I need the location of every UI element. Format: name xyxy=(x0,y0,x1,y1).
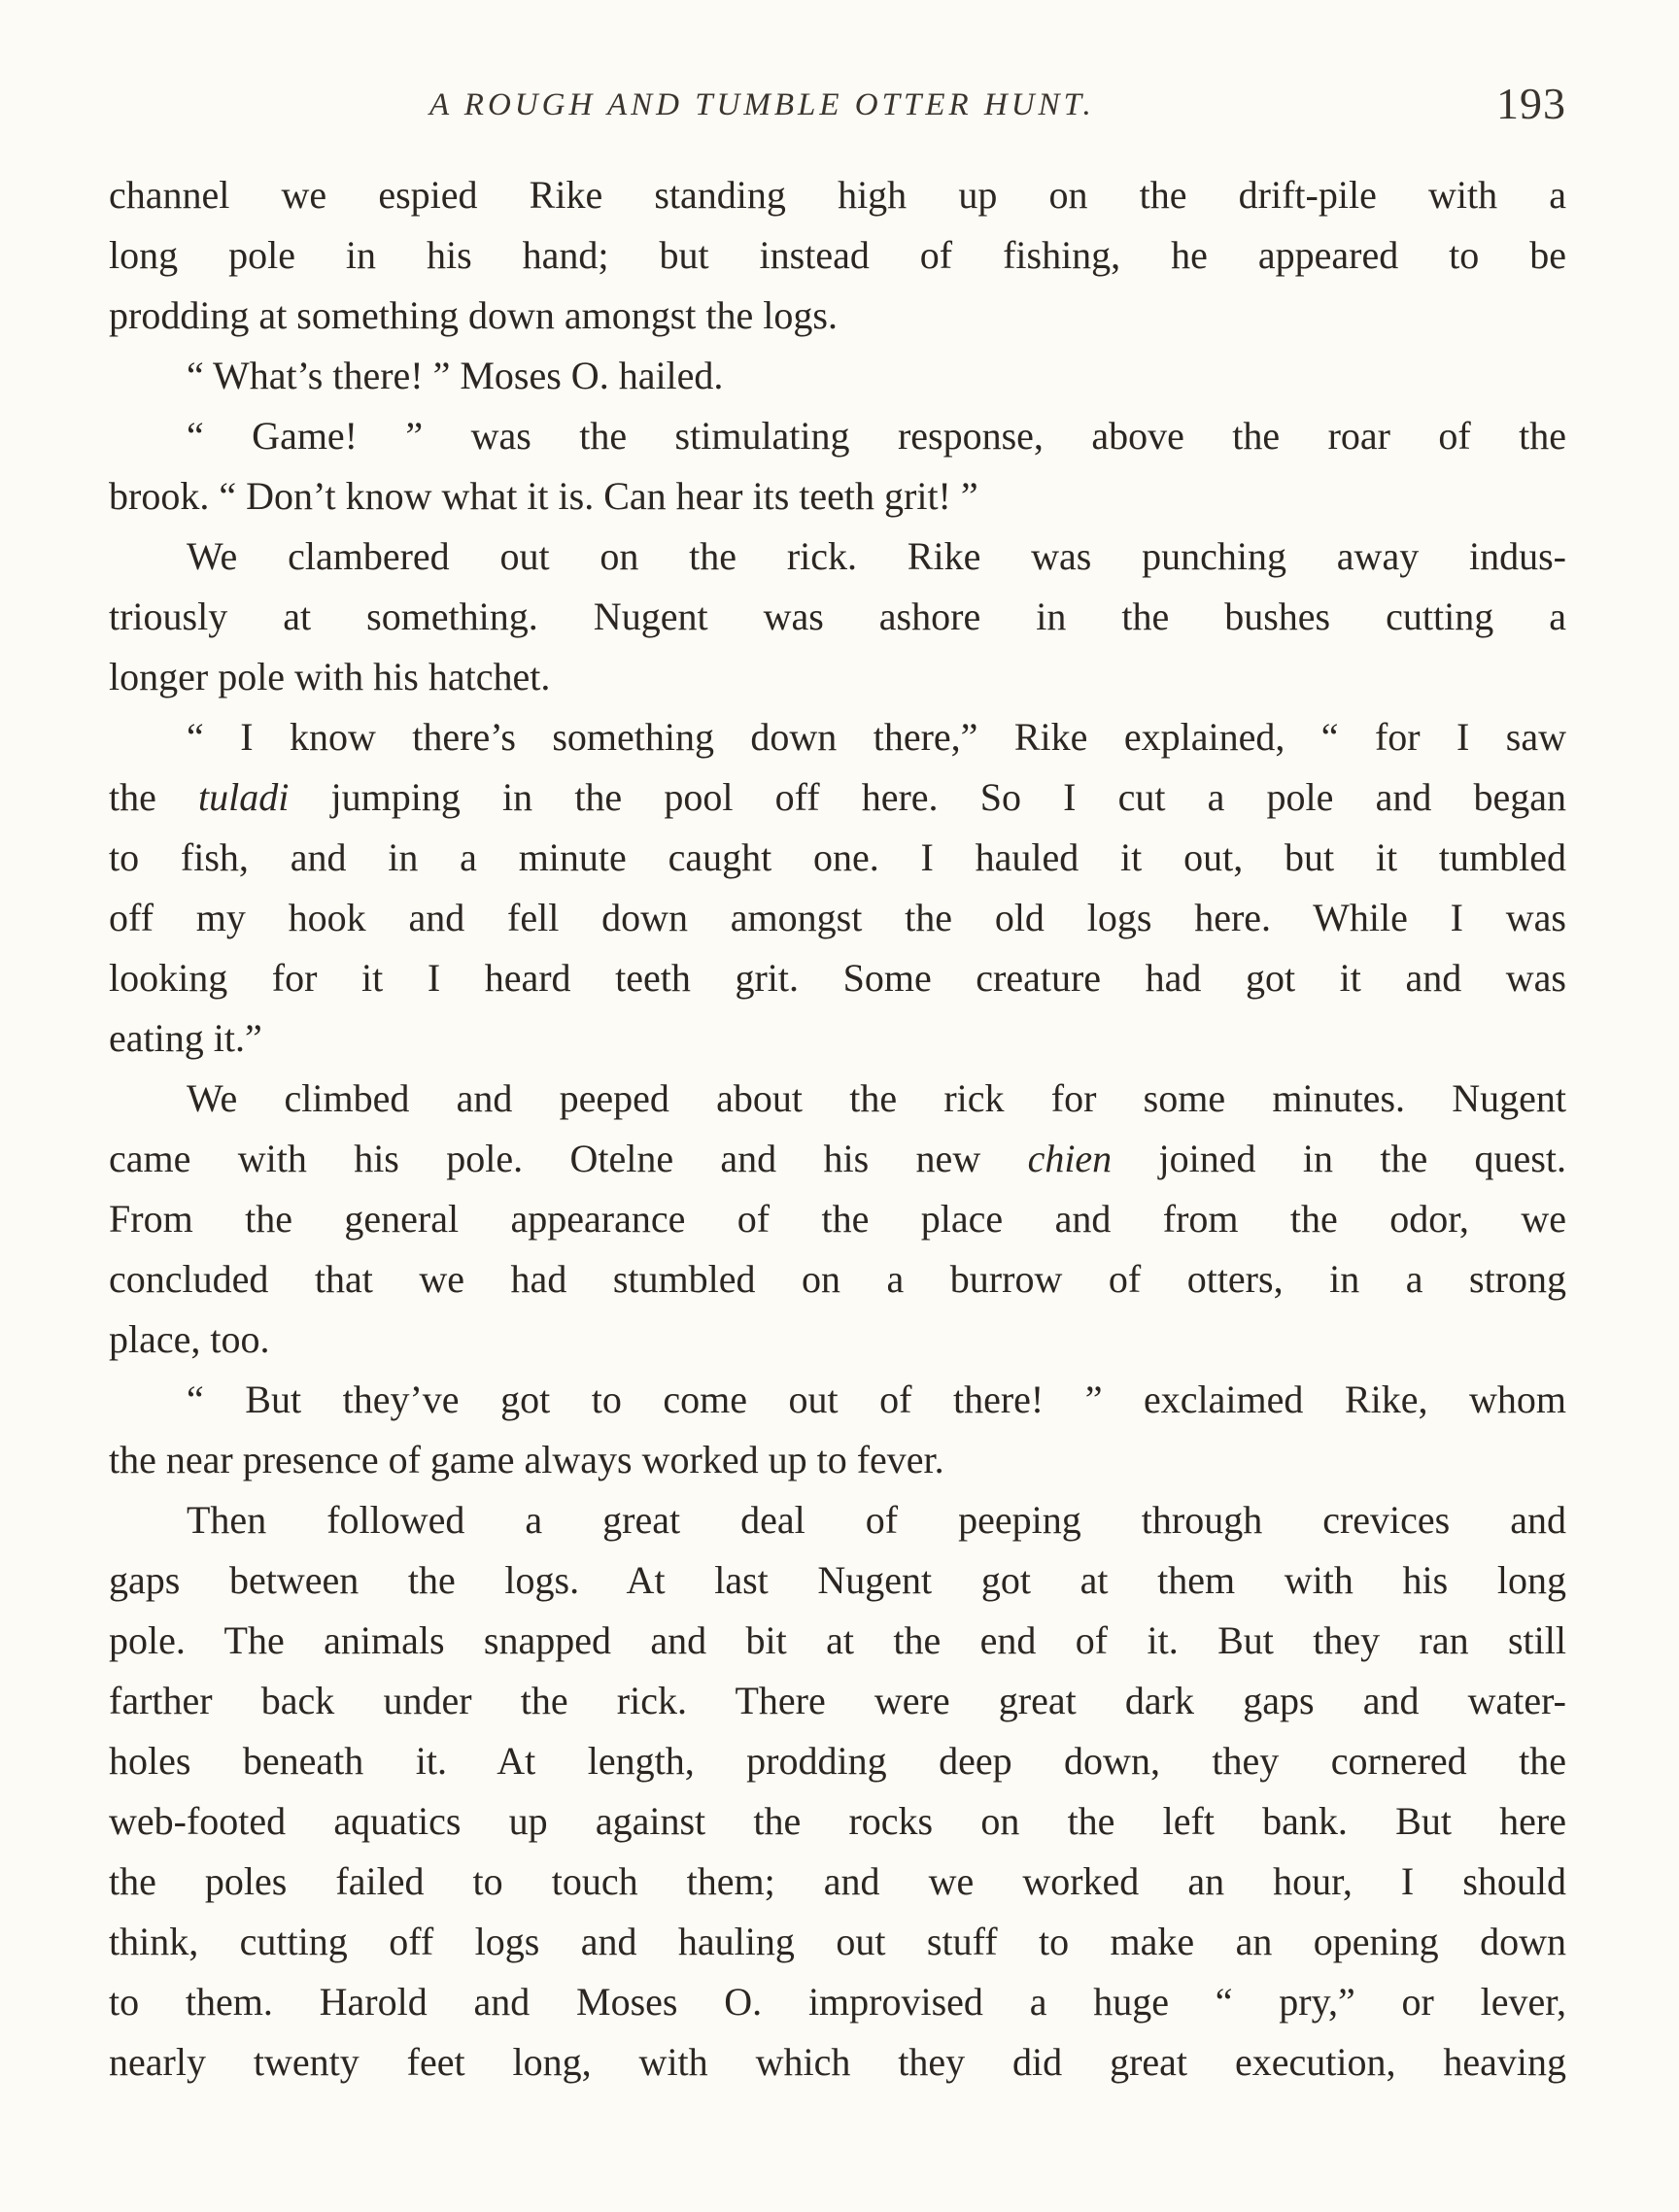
text-line: Then followed a great deal of peeping through crevices and xyxy=(187,1498,1566,1542)
text-line: We climbed and peeped about the rick for some minutes. Nugent xyxy=(187,1076,1566,1120)
text-line: looking for it I heard teeth grit. Some creature had got it and was xyxy=(109,956,1566,1000)
text-line: farther back under the rick. There were great dark gaps and water- xyxy=(109,1679,1566,1722)
line-text: jumping in the pool off here. So I cut a pole and began xyxy=(289,775,1566,819)
text-line: to them. Harold and Moses O. improvised a huge “ pry,” or lever, xyxy=(109,1980,1566,2024)
text-line: triously at something. Nugent was ashore in the bushes cutting a xyxy=(109,595,1566,638)
text-line: the near presence of game always worked up to fever. xyxy=(109,1438,944,1481)
text-line: the poles failed to touch them; and we worked an hour, I should xyxy=(109,1859,1566,1903)
text-line: gaps between the logs. At last Nugent got at them with his long xyxy=(109,1558,1566,1602)
page-number: 193 xyxy=(1496,79,1566,128)
italic-word: tuladi xyxy=(198,775,290,819)
line-text: the xyxy=(109,775,199,819)
text-line: eating it.” xyxy=(109,1016,262,1060)
italic-word: chien xyxy=(1027,1137,1113,1180)
running-head xyxy=(109,76,1566,144)
text-line: to fish, and in a minute caught one. I hauled it out, but it tumbled xyxy=(109,835,1566,879)
text-line: long pole in his hand; but instead of fishing, he appeared to be xyxy=(109,233,1566,277)
text-line: “ I know there’s something down there,” Rike explained, “ for I saw xyxy=(187,715,1566,759)
running-title: A ROUGH AND TUMBLE OTTER HUNT. xyxy=(429,87,1095,122)
text-line: “ What’s there! ” Moses O. hailed. xyxy=(187,354,724,397)
text-line: brook. “ Don’t know what it is. Can hear its teeth grit! ” xyxy=(109,474,978,518)
text-line: channel we espied Rike standing high up on the drift-pile with a xyxy=(109,173,1566,217)
text-line xyxy=(109,1129,1566,1189)
text-line: off my hook and fell down amongst the old logs here. While I was xyxy=(109,896,1566,939)
body-text xyxy=(109,165,1566,2093)
text-line: pole. The animals snapped and bit at the end of it. But they ran still xyxy=(109,1618,1566,1662)
text-line: holes beneath it. At length, prodding deep down, they cornered the xyxy=(109,1739,1566,1783)
text-line: place, too. xyxy=(109,1317,270,1361)
text-line: We clambered out on the rick. Rike was punching away indus- xyxy=(187,534,1566,578)
line-text: came with his pole. Otelne and his new xyxy=(109,1137,1028,1180)
text-line: “ Game! ” was the stimulating response, above the roar of the xyxy=(187,414,1566,458)
text-line xyxy=(109,767,1566,828)
text-line: think, cutting off logs and hauling out stuff to make an opening down xyxy=(109,1920,1566,1963)
text-line: prodding at something down amongst the logs. xyxy=(109,293,838,337)
text-line: “ But they’ve got to come out of there! ” exclaimed Rike, whom xyxy=(187,1378,1566,1421)
line-text: joined in the quest. xyxy=(1112,1137,1566,1180)
text-line: nearly twenty feet long, with which they did great execution, heaving xyxy=(109,2040,1566,2084)
text-line: longer pole with his hatchet. xyxy=(109,655,551,698)
text-line: concluded that we had stumbled on a burrow of otters, in a strong xyxy=(109,1257,1566,1301)
text-line: web-footed aquatics up against the rocks on the left bank. But here xyxy=(109,1799,1566,1843)
text-line: From the general appearance of the place and from the odor, we xyxy=(109,1197,1566,1241)
